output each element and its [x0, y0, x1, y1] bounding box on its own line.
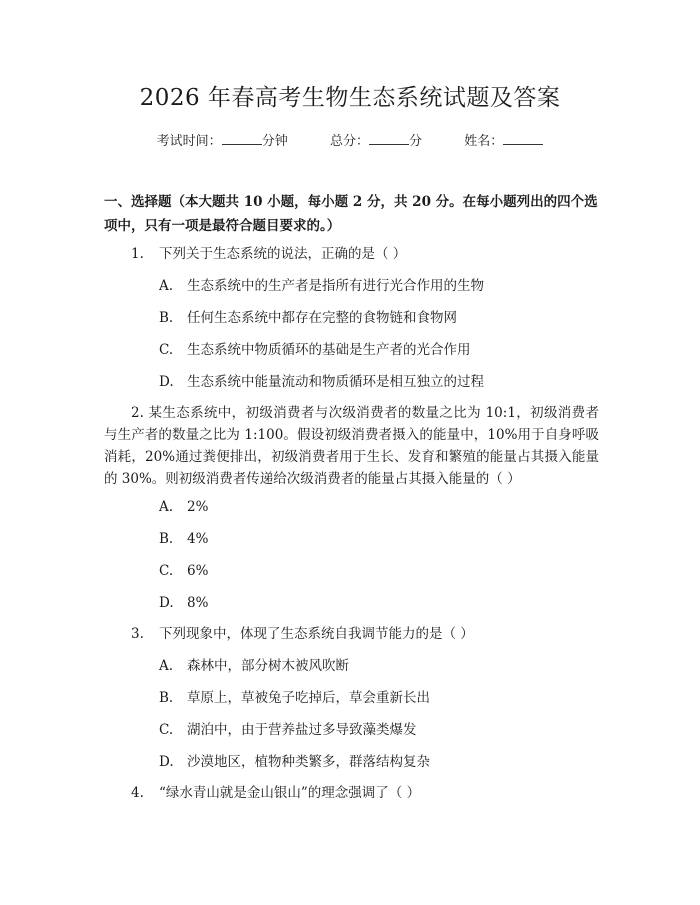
- question-number: 2.: [131, 405, 144, 421]
- question-number: 3.: [131, 626, 144, 642]
- option: [159, 372, 484, 392]
- question-text: 某生态系统中，初级消费者与次级消费者的数量之比为 10:1，初级消费者与生产者的数量之比为 1:100。假设初级消费者摄入的能量中，10%用于自身呼吸消耗，20%通过粪便排出，初级消费者用于生长、发育和繁殖的能量占其摄入能量的 30%。则初级消费者传递给次级消费者的能量占其摄入能量的（ ）: [104, 405, 600, 487]
- option-text: 生态系统中能量流动和物质循环是相互独立的过程: [187, 374, 484, 390]
- time-unit: 分钟: [261, 134, 288, 149]
- question-stem: [104, 402, 599, 490]
- option: [159, 688, 430, 708]
- question-stem: [131, 783, 420, 803]
- option: [159, 340, 471, 360]
- exam-meta: [0, 132, 700, 152]
- option: [159, 276, 484, 296]
- option-letter: D.: [159, 754, 174, 770]
- time-label: 考试时间：: [156, 134, 222, 149]
- question-text: 下列现象中，体现了生态系统自我调节能力的是（ ）: [159, 626, 474, 642]
- score-blank: [369, 132, 409, 145]
- option-text: 草原上，草被兔子吃掉后，草会重新长出: [187, 690, 430, 706]
- option: [159, 308, 457, 328]
- option-letter: B.: [159, 531, 174, 547]
- option: [159, 529, 208, 549]
- option-letter: B.: [159, 690, 174, 706]
- option-letter: A.: [159, 658, 174, 674]
- question-text: 下列关于生态系统的说法，正确的是（ ）: [159, 246, 407, 262]
- question-text: “绿水青山就是金山银山”的理念强调了（ ）: [159, 785, 421, 801]
- option: [159, 656, 349, 676]
- time-blank: [222, 132, 262, 145]
- name-blank: [503, 132, 543, 145]
- option-text: 8%: [187, 595, 209, 611]
- score-label: 总分：: [329, 134, 369, 149]
- option: [159, 497, 208, 517]
- question-number: 4.: [131, 785, 144, 801]
- option: [159, 752, 430, 772]
- option-letter: D.: [159, 595, 174, 611]
- score-unit: 分: [409, 134, 423, 149]
- option: [159, 593, 208, 613]
- option-letter: C.: [159, 722, 174, 738]
- question-stem: [131, 624, 474, 644]
- option-text: 生态系统中物质循环的基础是生产者的光合作用: [187, 342, 471, 358]
- question-number: 1.: [131, 246, 144, 262]
- option: [159, 561, 208, 581]
- page-title: 2026 年春高考生物生态系统试题及答案: [139, 85, 561, 111]
- option-text: 4%: [187, 531, 209, 547]
- section-heading: 一、选择题（本大题共 10 小题，每小题 2 分，共 20 分。在每小题列出的四个选项中，只有一项是最符合题目要求的。）: [104, 194, 598, 234]
- name-label: 姓名：: [464, 134, 504, 149]
- option-letter: A.: [159, 499, 174, 515]
- option-text: 湖泊中，由于营养盐过多导致藻类爆发: [187, 722, 417, 738]
- option-text: 6%: [187, 563, 209, 579]
- option-text: 沙漠地区，植物种类繁多，群落结构复杂: [187, 754, 430, 770]
- option-letter: C.: [159, 563, 174, 579]
- option-letter: D.: [159, 374, 174, 390]
- option-text: 生态系统中的生产者是指所有进行光合作用的生物: [187, 278, 484, 294]
- option: [159, 720, 417, 740]
- option-letter: B.: [159, 310, 174, 326]
- option-text: 2%: [187, 499, 209, 515]
- option-letter: C.: [159, 342, 174, 358]
- option-text: 任何生态系统中都存在完整的食物链和食物网: [187, 310, 457, 326]
- option-text: 森林中，部分树木被风吹断: [187, 658, 349, 674]
- question-stem: [131, 244, 406, 264]
- option-letter: A.: [159, 278, 174, 294]
